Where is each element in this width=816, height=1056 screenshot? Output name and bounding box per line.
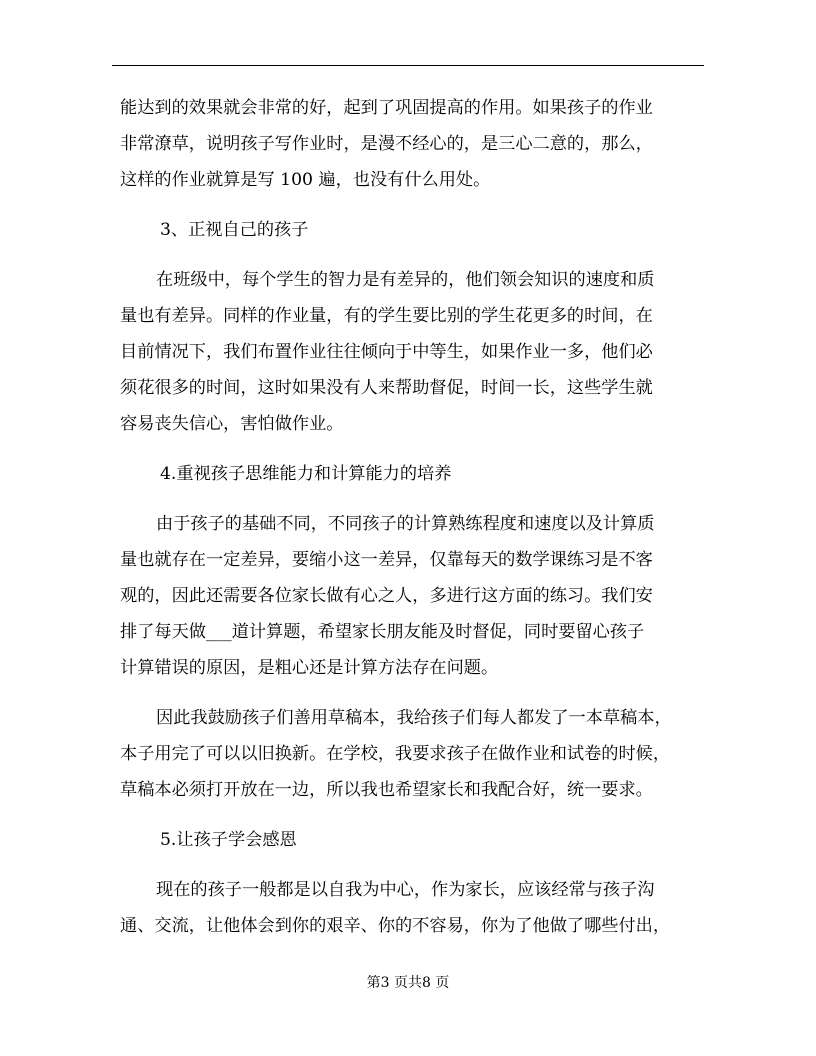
text-line: 观的，因此还需要各位家长做有心之人，多进行这方面的练习。我们安 — [120, 586, 653, 606]
text-line: 排了每天做___道计算题，希望家长朋友能及时督促，同时要留心孩子 — [120, 622, 645, 642]
text-line: 本子用完了可以以旧换新。在学校，我要求孩子在做作业和试卷的时候， — [120, 744, 671, 764]
paragraph-continuation — [120, 90, 708, 198]
text-line: 须花很多的时间，这时如果没有人来帮助督促，时间一长，这些学生就 — [120, 378, 653, 398]
paragraph-draft-notebook — [120, 700, 708, 808]
header-rule — [112, 65, 704, 66]
text-line: 目前情况下，我们布置作业往往倾向于中等生，如果作业一多，他们必 — [120, 342, 653, 362]
text-line: 量也有差异。同样的作业量，有的学生要比别的学生花更多的时间，在 — [120, 306, 653, 326]
text-line: 现在的孩子一般都是以自我为中心，作为家长，应该经常与孩子沟 — [156, 880, 655, 900]
section-heading-4: 4.重视孩子思维能力和计算能力的培养 — [160, 464, 452, 484]
text-line: 量也就存在一定差异，要缩小这一差异，仅靠每天的数学课练习是不客 — [120, 550, 653, 570]
text-line: 通、交流，让他体会到你的艰辛、你的不容易，你为了他做了哪些付出， — [120, 916, 671, 936]
text-line: 草稿本必须打开放在一边，所以我也希望家长和我配合好，统一要求。 — [120, 780, 653, 800]
text-line: 非常潦草，说明孩子写作业时，是漫不经心的，是三心二意的，那么， — [120, 134, 653, 154]
section-heading-3: 3、正视自己的孩子 — [160, 220, 309, 240]
text-line: 由于孩子的基础不同，不同孩子的计算熟练程度和速度以及计算质 — [156, 514, 655, 534]
text-line: 能达到的效果就会非常的好，起到了巩固提高的作用。如果孩子的作业 — [120, 98, 653, 118]
text-line: 因此我鼓励孩子们善用草稿本，我给孩子们每人都发了一本草稿本， — [156, 708, 672, 728]
text-line: 计算错误的原因，是粗心还是计算方法存在问题。 — [120, 658, 499, 678]
text-line: 这样的作业就算是写 100 遍，也没有什么用处。 — [120, 170, 491, 190]
page-number-footer: 第3 页共8 页 — [366, 975, 450, 991]
text-line: 容易丧失信心，害怕做作业。 — [120, 414, 344, 434]
document-body — [120, 90, 708, 944]
paragraph-calculation-practice — [120, 506, 708, 686]
section-heading-5: 5.让孩子学会感恩 — [160, 830, 297, 850]
paragraph-ability-differences — [120, 262, 708, 442]
paragraph-gratitude — [120, 872, 708, 944]
text-line: 在班级中，每个学生的智力是有差异的，他们领会知识的速度和质 — [156, 270, 655, 290]
